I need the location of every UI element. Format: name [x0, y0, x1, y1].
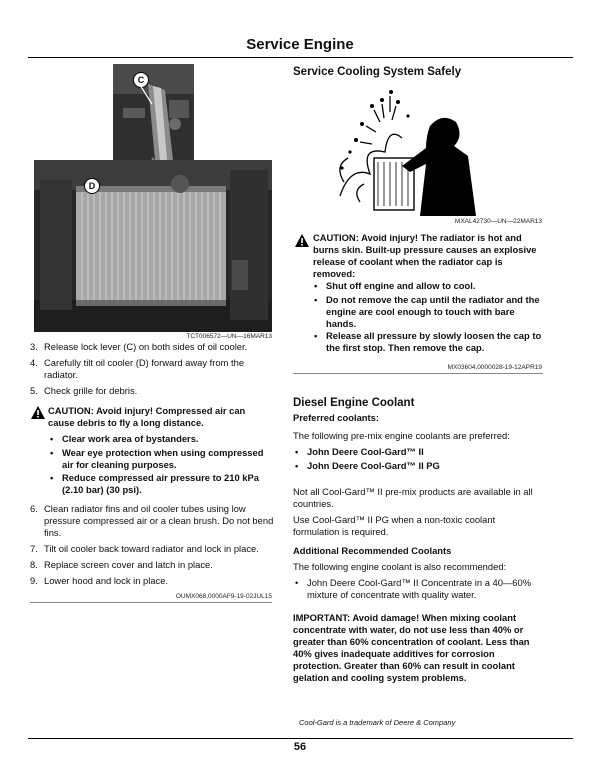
label-c: C	[137, 75, 145, 85]
caution-bullet: • Do not remove the cap until the radiator and the engine are cool enough to touch with bare hands.	[314, 294, 540, 329]
step-9: 9. Lower hood and lock in place.	[30, 575, 169, 586]
additional-item: • John Deere Cool-Gard™ II Concentrate in a 40—60% mixture of concentrate with quality water.	[295, 577, 532, 600]
left-footer-code: OUMX068,0000AF9-19-02JUL15	[175, 593, 272, 600]
page-title: Service Engine	[246, 36, 354, 53]
preferred-heading: Preferred coolants:	[293, 412, 379, 423]
availability-note: Not all Cool-Gard™ II pre-mix products are available in all countries.	[293, 486, 533, 509]
preferred-item: • John Deere Cool-Gard™ II	[295, 446, 424, 457]
step-8: 8. Replace screen cover and latch in place.	[30, 559, 213, 570]
warning-icon	[295, 234, 309, 247]
step-6: 6. Clean radiator fins and oil cooler tubes using low pressure compressed air or a clean brush. Do not bend fins.	[30, 503, 274, 538]
step-3: 3. Release lock lever (C) on both sides of oil cooler.	[30, 341, 248, 352]
photo-caption: TCT006572—UN—16MAR13	[186, 333, 272, 340]
step-7: 7. Tilt oil cooler back toward radiator and lock in place.	[30, 543, 259, 554]
additional-heading: Additional Recommended Coolants	[293, 545, 452, 556]
caution-radiator-hot: CAUTION: Avoid injury! The radiator is hot and burns skin. Built-up pressure causes an explosive release of coolant when the radiator cap is removed:	[313, 232, 537, 279]
caution-compressed-air: CAUTION: Avoid injury! Compressed air can cause debris to fly a long distance.	[48, 405, 246, 428]
preferred-intro: The following pre-mix engine coolants are preferred:	[293, 430, 510, 441]
step-4: 4. Carefully tilt oil cooler (D) forward away from the radiator.	[30, 357, 245, 380]
additional-intro: The following engine coolant is also recommended:	[293, 561, 507, 572]
preferred-item: • John Deere Cool-Gard™ II PG	[295, 460, 440, 471]
label-d-callout	[84, 178, 100, 194]
caution-bullet: • Release all pressure by slowly loosen the cap to the first stop. Then remove the cap.	[314, 330, 542, 353]
warning-icon	[31, 406, 45, 419]
oil-cooler-photo	[34, 160, 272, 332]
cooling-safety-heading: Service Cooling System Safely	[293, 66, 462, 78]
caution-bullet: • Clear work area of bystanders.	[50, 433, 199, 444]
left-section-rule	[30, 602, 272, 603]
right-section-rule	[293, 373, 543, 374]
illustration-caption: MXAL42730—UN—22MAR13	[454, 218, 542, 225]
page-number: 56	[293, 741, 307, 753]
right-code-1: MX03604,0000028-19-12APR19	[447, 364, 542, 371]
trademark-note: Cool-Gard is a trademark of Deere & Company	[299, 718, 456, 727]
step-5: 5. Check grille for debris.	[30, 385, 138, 396]
footer-rule	[28, 738, 573, 739]
non-toxic-note: Use Cool-Gard™ II PG when a non-toxic coolant formulation is required.	[293, 514, 496, 537]
caution-bullet: • Wear eye protection when using compressed air for cleaning purposes.	[50, 447, 264, 470]
caution-bullet: • Shut off engine and allow to cool.	[314, 280, 476, 291]
coolant-heading: Diesel Engine Coolant	[293, 397, 415, 409]
label-d: D	[88, 181, 96, 191]
caution-bullet: • Reduce compressed air pressure to 210 kPa (2.10 bar) (30 psi).	[50, 472, 259, 495]
explosion-illustration	[330, 86, 480, 216]
important-notice: IMPORTANT: Avoid damage! When mixing coolant concentrate with water, do not use less than 40% or greater than 60% concentration of coolant. Less than 40% gives inadequate additives for corrosion protection. Greater than 60% can result in coolant gelation and cooling system problems.	[293, 612, 530, 683]
